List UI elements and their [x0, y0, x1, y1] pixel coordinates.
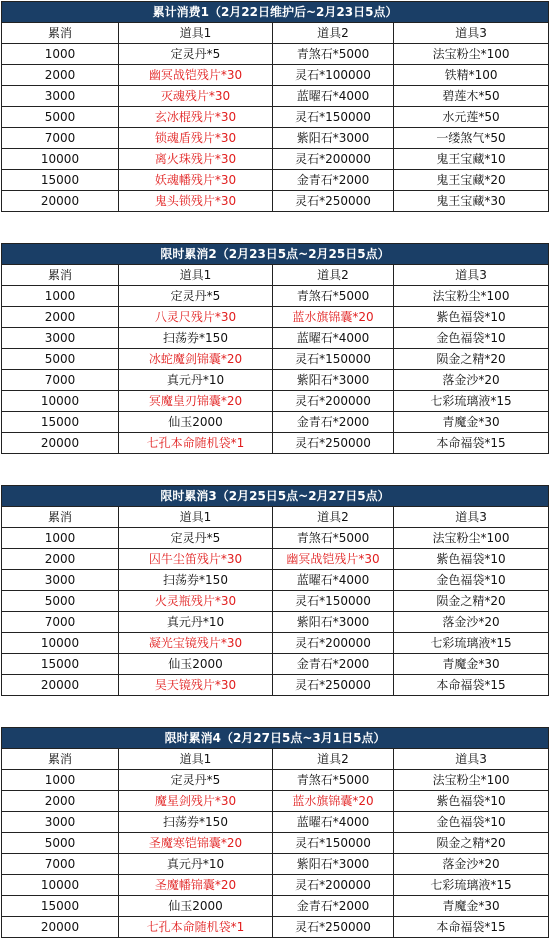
reward-item-cell: 陨金之精*20 — [394, 833, 549, 854]
reward-item-cell: 鬼王宝藏*30 — [394, 191, 549, 212]
table-row — [2, 107, 549, 128]
table-title: 累计消费1（2月22日维护后~2月23日5点） — [2, 2, 549, 23]
reward-item-cell: 真元丹*10 — [119, 854, 273, 875]
reward-item-cell: 青魔金*30 — [394, 896, 549, 917]
table-title: 限时累消4（2月27日5点~3月1日5点） — [2, 728, 549, 749]
reward-item-cell: 鬼王宝藏*10 — [394, 149, 549, 170]
reward-item-cell: 陨金之精*20 — [394, 349, 549, 370]
reward-item-cell: 青煞石*5000 — [273, 44, 394, 65]
reward-item-cell: 七孔本命随机袋*1 — [119, 917, 273, 938]
reward-item-cell: 灵石*250000 — [273, 917, 394, 938]
reward-item-cell: 铁精*100 — [394, 65, 549, 86]
reward-item-cell: 扫荡券*150 — [119, 570, 273, 591]
header-row — [2, 265, 549, 286]
table-row — [2, 875, 549, 896]
reward-item-cell: 八灵尺残片*30 — [119, 307, 273, 328]
reward-item-cell: 鬼王宝藏*20 — [394, 170, 549, 191]
reward-item-cell: 灵石*150000 — [273, 591, 394, 612]
reward-item-cell: 灵石*200000 — [273, 391, 394, 412]
table-row — [2, 307, 549, 328]
threshold-cell: 5000 — [2, 591, 119, 612]
threshold-cell: 10000 — [2, 391, 119, 412]
reward-item-cell: 碧莲木*50 — [394, 86, 549, 107]
reward-table — [1, 1, 549, 212]
table-row — [2, 833, 549, 854]
table-row — [2, 44, 549, 65]
table-row — [2, 370, 549, 391]
threshold-cell: 5000 — [2, 833, 119, 854]
reward-item-cell: 玄冰棍残片*30 — [119, 107, 273, 128]
reward-item-cell: 蓝曜石*4000 — [273, 328, 394, 349]
reward-item-cell: 法宝粉尘*100 — [394, 44, 549, 65]
reward-item-cell: 蓝曜石*4000 — [273, 86, 394, 107]
column-header: 道具1 — [119, 265, 273, 286]
table-row — [2, 349, 549, 370]
column-header: 道具3 — [394, 507, 549, 528]
header-row — [2, 749, 549, 770]
threshold-cell: 1000 — [2, 286, 119, 307]
reward-item-cell: 灭魂残片*30 — [119, 86, 273, 107]
reward-item-cell: 紫阳石*3000 — [273, 370, 394, 391]
threshold-cell: 3000 — [2, 86, 119, 107]
reward-item-cell: 紫色福袋*10 — [394, 307, 549, 328]
table-row — [2, 570, 549, 591]
column-header: 道具2 — [273, 265, 394, 286]
reward-item-cell: 本命福袋*15 — [394, 433, 549, 454]
table-row — [2, 917, 549, 938]
table-row — [2, 65, 549, 86]
reward-item-cell: 仙玉2000 — [119, 654, 273, 675]
reward-item-cell: 扫荡券*150 — [119, 328, 273, 349]
column-header: 道具2 — [273, 507, 394, 528]
reward-item-cell: 法宝粉尘*100 — [394, 770, 549, 791]
reward-item-cell: 金青石*2000 — [273, 896, 394, 917]
reward-item-cell: 蓝曜石*4000 — [273, 570, 394, 591]
reward-item-cell: 七彩琉璃液*15 — [394, 875, 549, 896]
reward-item-cell: 凝光宝镜残片*30 — [119, 633, 273, 654]
reward-item-cell: 金青石*2000 — [273, 412, 394, 433]
threshold-cell: 3000 — [2, 328, 119, 349]
reward-item-cell: 仙玉2000 — [119, 896, 273, 917]
threshold-cell: 10000 — [2, 875, 119, 896]
reward-item-cell: 灵石*200000 — [273, 633, 394, 654]
table-row — [2, 286, 549, 307]
reward-item-cell: 陨金之精*20 — [394, 591, 549, 612]
reward-item-cell: 法宝粉尘*100 — [394, 286, 549, 307]
reward-item-cell: 圣魔寒铠锦囊*20 — [119, 833, 273, 854]
table-row — [2, 170, 549, 191]
reward-table — [1, 727, 549, 938]
table-row — [2, 391, 549, 412]
column-header: 道具2 — [273, 23, 394, 44]
column-header: 道具1 — [119, 507, 273, 528]
reward-item-cell: 灵石*150000 — [273, 349, 394, 370]
threshold-cell: 3000 — [2, 570, 119, 591]
threshold-cell: 20000 — [2, 191, 119, 212]
header-row — [2, 23, 549, 44]
table-row — [2, 791, 549, 812]
table-row — [2, 854, 549, 875]
reward-item-cell: 昊天镜残片*30 — [119, 675, 273, 696]
table-row — [2, 528, 549, 549]
table-row — [2, 675, 549, 696]
column-header: 道具1 — [119, 749, 273, 770]
table-row — [2, 770, 549, 791]
reward-item-cell: 灵石*250000 — [273, 433, 394, 454]
reward-item-cell: 金青石*2000 — [273, 654, 394, 675]
table-row — [2, 591, 549, 612]
table-row — [2, 812, 549, 833]
column-header: 累消 — [2, 265, 119, 286]
threshold-cell: 1000 — [2, 528, 119, 549]
threshold-cell: 15000 — [2, 896, 119, 917]
reward-item-cell: 魔星剑残片*30 — [119, 791, 273, 812]
threshold-cell: 7000 — [2, 370, 119, 391]
threshold-cell: 15000 — [2, 654, 119, 675]
reward-item-cell: 妖魂幡残片*30 — [119, 170, 273, 191]
threshold-cell: 7000 — [2, 128, 119, 149]
reward-item-cell: 圣魔幡锦囊*20 — [119, 875, 273, 896]
reward-item-cell: 幽冥战铠残片*30 — [119, 65, 273, 86]
table-row — [2, 433, 549, 454]
threshold-cell: 15000 — [2, 412, 119, 433]
reward-item-cell: 蓝曜石*4000 — [273, 812, 394, 833]
reward-item-cell: 水元莲*50 — [394, 107, 549, 128]
reward-item-cell: 冰蛇魔剑锦囊*20 — [119, 349, 273, 370]
threshold-cell: 2000 — [2, 791, 119, 812]
reward-item-cell: 离火珠残片*30 — [119, 149, 273, 170]
table-row — [2, 149, 549, 170]
column-header: 累消 — [2, 507, 119, 528]
threshold-cell: 5000 — [2, 107, 119, 128]
threshold-cell: 1000 — [2, 44, 119, 65]
threshold-cell: 10000 — [2, 633, 119, 654]
reward-item-cell: 真元丹*10 — [119, 370, 273, 391]
threshold-cell: 2000 — [2, 549, 119, 570]
column-header: 道具3 — [394, 749, 549, 770]
threshold-cell: 10000 — [2, 149, 119, 170]
reward-item-cell: 青煞石*5000 — [273, 286, 394, 307]
threshold-cell: 1000 — [2, 770, 119, 791]
reward-item-cell: 紫阳石*3000 — [273, 854, 394, 875]
reward-item-cell: 灵石*150000 — [273, 833, 394, 854]
table-row — [2, 128, 549, 149]
reward-item-cell: 本命福袋*15 — [394, 675, 549, 696]
threshold-cell: 20000 — [2, 433, 119, 454]
reward-item-cell: 紫色福袋*10 — [394, 549, 549, 570]
column-header: 累消 — [2, 749, 119, 770]
column-header: 道具2 — [273, 749, 394, 770]
table-row — [2, 86, 549, 107]
threshold-cell: 2000 — [2, 65, 119, 86]
header-row — [2, 507, 549, 528]
reward-item-cell: 冥魔皇刃锦囊*20 — [119, 391, 273, 412]
table-row — [2, 612, 549, 633]
reward-item-cell: 灵石*100000 — [273, 65, 394, 86]
table-row — [2, 549, 549, 570]
reward-item-cell: 真元丹*10 — [119, 612, 273, 633]
threshold-cell: 2000 — [2, 307, 119, 328]
reward-item-cell: 定灵丹*5 — [119, 770, 273, 791]
reward-item-cell: 灵石*250000 — [273, 191, 394, 212]
reward-item-cell: 扫荡券*150 — [119, 812, 273, 833]
reward-item-cell: 灵石*200000 — [273, 149, 394, 170]
table-row — [2, 328, 549, 349]
reward-item-cell: 锁魂盾残片*30 — [119, 128, 273, 149]
reward-item-cell: 火灵瓶残片*30 — [119, 591, 273, 612]
reward-item-cell: 囚牛尘笛残片*30 — [119, 549, 273, 570]
table-title: 限时累消2（2月23日5点~2月25日5点） — [2, 244, 549, 265]
reward-item-cell: 七彩琉璃液*15 — [394, 633, 549, 654]
reward-table-4 — [1, 727, 548, 938]
reward-item-cell: 蓝水旗锦囊*20 — [273, 791, 394, 812]
reward-item-cell: 七孔本命随机袋*1 — [119, 433, 273, 454]
reward-item-cell: 七彩琉璃液*15 — [394, 391, 549, 412]
table-row — [2, 654, 549, 675]
reward-table-3 — [1, 485, 548, 696]
reward-item-cell: 定灵丹*5 — [119, 528, 273, 549]
threshold-cell: 20000 — [2, 917, 119, 938]
threshold-cell: 3000 — [2, 812, 119, 833]
reward-item-cell: 青魔金*30 — [394, 412, 549, 433]
reward-item-cell: 灵石*250000 — [273, 675, 394, 696]
table-row — [2, 191, 549, 212]
reward-item-cell: 本命福袋*15 — [394, 917, 549, 938]
reward-item-cell: 幽冥战铠残片*30 — [273, 549, 394, 570]
reward-item-cell: 法宝粉尘*100 — [394, 528, 549, 549]
reward-item-cell: 落金沙*20 — [394, 612, 549, 633]
reward-item-cell: 鬼头锁残片*30 — [119, 191, 273, 212]
reward-item-cell: 青煞石*5000 — [273, 770, 394, 791]
reward-item-cell: 一缕煞气*50 — [394, 128, 549, 149]
reward-item-cell: 金色福袋*10 — [394, 328, 549, 349]
reward-item-cell: 定灵丹*5 — [119, 44, 273, 65]
table-title: 限时累消3（2月25日5点~2月27日5点） — [2, 486, 549, 507]
column-header: 道具3 — [394, 265, 549, 286]
reward-item-cell: 定灵丹*5 — [119, 286, 273, 307]
reward-item-cell: 金色福袋*10 — [394, 570, 549, 591]
table-row — [2, 633, 549, 654]
column-header: 累消 — [2, 23, 119, 44]
reward-item-cell: 紫阳石*3000 — [273, 128, 394, 149]
reward-item-cell: 落金沙*20 — [394, 854, 549, 875]
reward-item-cell: 青魔金*30 — [394, 654, 549, 675]
reward-item-cell: 金色福袋*10 — [394, 812, 549, 833]
column-header: 道具3 — [394, 23, 549, 44]
column-header: 道具1 — [119, 23, 273, 44]
threshold-cell: 20000 — [2, 675, 119, 696]
table-row — [2, 412, 549, 433]
threshold-cell: 5000 — [2, 349, 119, 370]
reward-item-cell: 灵石*200000 — [273, 875, 394, 896]
reward-item-cell: 蓝水旗锦囊*20 — [273, 307, 394, 328]
table-row — [2, 896, 549, 917]
threshold-cell: 15000 — [2, 170, 119, 191]
reward-item-cell: 紫阳石*3000 — [273, 612, 394, 633]
reward-item-cell: 青煞石*5000 — [273, 528, 394, 549]
reward-item-cell: 落金沙*20 — [394, 370, 549, 391]
reward-item-cell: 仙玉2000 — [119, 412, 273, 433]
reward-item-cell: 金青石*2000 — [273, 170, 394, 191]
reward-table — [1, 243, 549, 454]
reward-table-2 — [1, 243, 548, 454]
reward-item-cell: 灵石*150000 — [273, 107, 394, 128]
reward-item-cell: 紫色福袋*10 — [394, 791, 549, 812]
reward-table — [1, 485, 549, 696]
threshold-cell: 7000 — [2, 854, 119, 875]
threshold-cell: 7000 — [2, 612, 119, 633]
reward-table-1 — [1, 1, 548, 212]
